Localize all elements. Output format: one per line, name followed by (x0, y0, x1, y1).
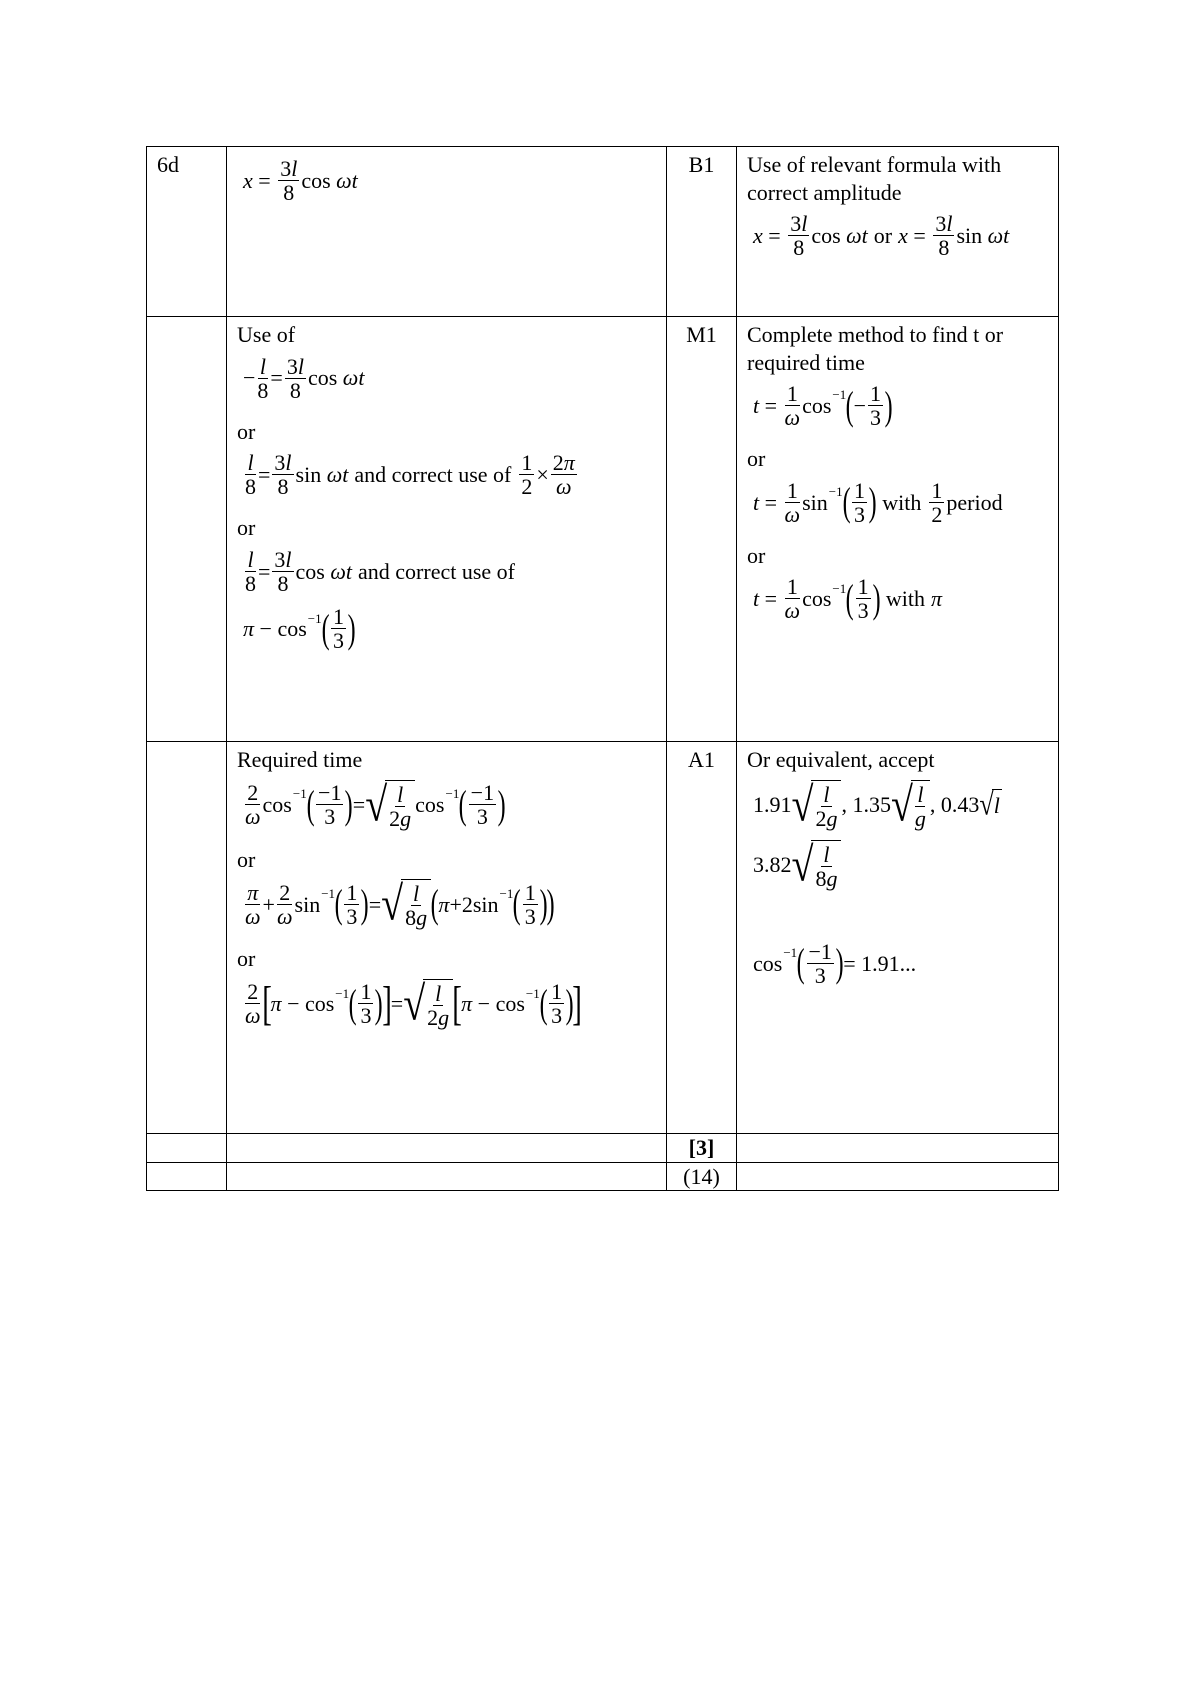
answer-cell (227, 147, 667, 317)
accepted-forms-1: 1.91 √ l 2g , 1.35 √ l g , 0.43 √ l (753, 776, 1000, 831)
coef-2: 1.35 (852, 791, 891, 817)
mark-cell: M1 (667, 317, 737, 742)
formula-sin-half-period: l 8 = 3l 8 sin ωt and correct use of 1 2 × 2π ω (245, 450, 575, 500)
guidance-formula-arccos-pi: t = 1 ω cos −1 ( 1 3 ) with π (753, 574, 943, 624)
guidance-formula-arccos: t = 1 ω cos −1 ( − 1 3 ) (753, 381, 893, 431)
guidance-formula: x = 3l 8 cos ωt or x = 3l 8 sin ωt (753, 211, 1010, 261)
or-label-2: or (237, 946, 256, 972)
formula-pi-minus-arccos: π − cos −1 ( 1 3 ) (243, 604, 356, 654)
formula-neg-l8: − l 8 = 3l 8 cos ωt (243, 353, 365, 403)
empty-cell (737, 1162, 1059, 1191)
question-number-empty (147, 742, 227, 1134)
and-correct-use-label: and correct use of (354, 462, 512, 488)
guidance-text: Or equivalent, accept (747, 747, 935, 772)
part-total-mark: [3] (667, 1134, 737, 1163)
mark-cell: B1 (667, 147, 737, 317)
coef-1: 1.91 (753, 791, 792, 817)
or-label: or (873, 222, 893, 248)
guidance-cell (737, 147, 1059, 317)
row-total (147, 1134, 1059, 1163)
empty-cell (227, 1134, 667, 1163)
guidance-formula-arcsin: t = 1 ω sin −1 ( 1 3 ) with 1 2 period (753, 477, 1003, 527)
or-label-2: or (237, 515, 256, 541)
coef-3: 0.43 (940, 791, 980, 817)
guidance-cell (737, 742, 1059, 1134)
empty-cell (737, 1134, 1059, 1163)
with-pi-label: with (885, 586, 926, 612)
formula-cos-pi: l 8 = 3l 8 cos ωt and correct use of (245, 546, 516, 596)
required-time-formula-3: 2 ω [ π − cos −1 ( 1 3 ) ] = √ l 2g [ π − cos −1 ( 1 3 ) ] (245, 976, 583, 1031)
formula-x-cos: x = 3l 8 cos ωt (243, 156, 358, 206)
period-label: period (946, 489, 1003, 515)
guidance-text: Complete method to find t or required time (747, 322, 1004, 375)
row-grand-total (147, 1162, 1059, 1191)
or-label: or (747, 446, 766, 472)
row-6d-a1 (147, 742, 1059, 1134)
required-time-label: Required time (237, 747, 363, 772)
or-label-2: or (747, 542, 766, 568)
row-6d-m1 (147, 317, 1059, 742)
question-number: 6d (147, 147, 227, 317)
coef-4: 3.82 (753, 852, 792, 878)
mark-cell: A1 (667, 742, 737, 1134)
accepted-forms-2: 3.82 √ l 8g (753, 840, 1048, 890)
guidance-cell (737, 317, 1059, 742)
use-of-label: Use of (237, 322, 296, 347)
or-label: or (237, 418, 256, 444)
question-total-mark: (14) (667, 1162, 737, 1191)
row-6d-b1 (147, 147, 1059, 317)
arccos-value-text: = 1.91... (843, 950, 917, 976)
mark-scheme-table (146, 146, 1059, 1191)
empty-cell (147, 1162, 227, 1191)
arccos-value: cos −1 ( −1 3 ) = 1.91... (753, 938, 917, 988)
required-time-formula-2: π ω + 2 ω sin −1 ( 1 3 ) = √ l 8g ( π +2sin −1 ( 1 3 ) ) (245, 876, 555, 931)
or-label: or (237, 846, 256, 872)
answer-cell (227, 317, 667, 742)
guidance-text: Use of relevant formula with correct amplitude (747, 152, 1002, 205)
empty-cell (227, 1162, 667, 1191)
empty-cell (147, 1134, 227, 1163)
question-number-empty (147, 317, 227, 742)
with-label: with (882, 489, 922, 515)
required-time-formula-1: 2 ω cos −1 ( −1 3 ) = √ l 2g cos −1 ( −1 3 ) (245, 776, 506, 831)
answer-cell (227, 742, 667, 1134)
and-correct-use-label-2: and correct use of (358, 558, 516, 584)
